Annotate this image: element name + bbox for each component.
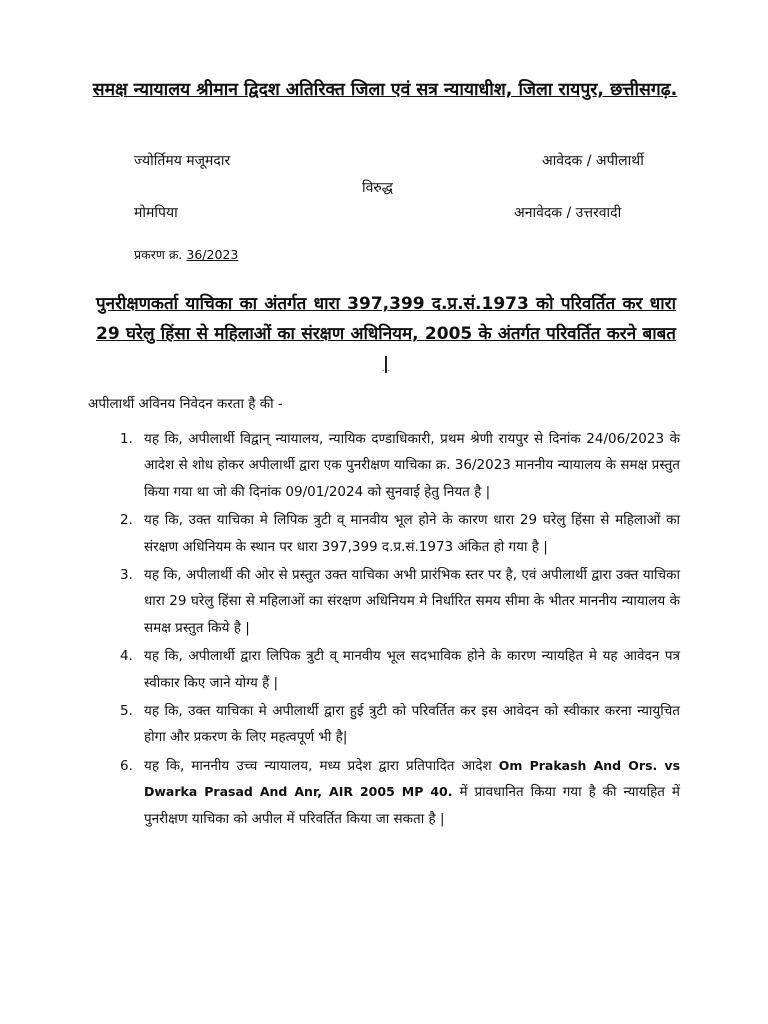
point-text-before: यह कि, माननीय उच्च न्यायालय, मध्य प्रदेश द्वारा प्रतिपादित आदेश — [144, 757, 499, 774]
point-item — [116, 698, 680, 751]
point-item — [116, 753, 680, 832]
case-citation: Om Prakash And Ors. vs Dwarka Prasad And Anr, AIR 2005 MP 40. — [144, 757, 681, 800]
point-number: 5. — [120, 703, 133, 720]
point-text: यह कि, उक्त याचिका मे लिपिक त्रुटी व् मानवीय भूल होने के कारण धारा 29 घरेलु हिंसा से महिलाओं का संरक्षण अधिनियम के स्थान पर धारा 397,399 द.प्र.सं.1973 अंकित हो गया है | — [144, 512, 680, 555]
point-text: यह कि, उक्त याचिका मे अपीलार्थी द्वारा हुई त्रुटी को परिवर्तित कर इस आवेदन को स्वीकार करना न्यायुचित होगा और प्रकरण के लिए महत्वपूर्ण भी है| — [144, 703, 680, 746]
point-text: यह कि, अपीलार्थी द्वारा लिपिक त्रुटी व् मानवीय भूल सदभाविक होने के कारण न्यायहित मे यह आवेदन पत्र स्वीकार किए जाने योग्य हैं | — [144, 648, 680, 691]
appellant-role: आवेदक / अपीलार्थी — [542, 153, 644, 169]
subject-heading: पुनरीक्षणकर्ता याचिका का अंतर्गत धारा 397,399 द.प्र.सं.1973 को परिवर्तित कर धारा 29 घरेलु हिंसा से महिलाओं का संरक्षण अधिनियम, 2005 के अंतर्गत परिवर्तित करने बाबत | — [96, 294, 676, 374]
case-number: 36/2023 — [186, 247, 239, 262]
point-number: 3. — [120, 567, 133, 584]
case-label: प्रकरण क्र. — [134, 247, 183, 262]
respondent-name: मोमपिया — [134, 205, 178, 221]
case-number-line — [134, 246, 238, 264]
point-number: 6. — [120, 757, 133, 774]
point-text: यह कि, अपीलार्थी की ओर से प्रस्तुत उक्त याचिका अभी प्रारंभिक स्तर पर है, एवं अपीलार्थी द्वारा उक्त याचिका धारा 29 घरेलु हिंसा से महिलाओं का संरक्षण अधिनियम मे निर्धारित समय सीमा के भीतर माननीय न्यायालय के समक्ष प्रस्तुत किये है | — [144, 567, 680, 636]
point-number: 2. — [120, 512, 133, 529]
versus-label: विरुद्ध — [362, 180, 393, 196]
point-item — [116, 562, 680, 641]
court-title: समक्ष न्यायालय श्रीमान द्विदश अतिरिक्त जिला एवं सत्र न्यायाधीश, जिला रायपुर, छत्तीसगढ़. — [92, 80, 678, 100]
respondent-role: अनावेदक / उत्तरवादी — [514, 205, 622, 221]
point-item — [116, 426, 680, 505]
point-number: 4. — [120, 648, 133, 665]
points-list — [116, 426, 680, 834]
point-text: यह कि, अपीलार्थी विद्वान् न्यायालय, न्यायिक दण्डाधिकारी, प्रथम श्रेणी रायपुर से दिनांक 24/06/2023 के आदेश से शोध होकर अपीलार्थी द्वारा एक पुनरीक्षण याचिका क्र. 36/2023 माननीय न्यायालय के समक्ष प्रस्तुत किया गया था जो की दिनांक 09/01/2024 को सुनवाई हेतु नियत है | — [144, 431, 680, 500]
point-text-after: में प्रावधानित किया गया है की न्यायहित में पुनरीक्षण याचिका को अपील में परिवर्तित किया जा सकता है | — [144, 784, 680, 827]
intro-text: अपीलार्थी अविनय निवेदन करता है की - — [88, 396, 283, 412]
point-item — [116, 507, 680, 560]
appellant-name: ज्योर्तिमय मजूमदार — [134, 153, 231, 169]
point-item — [116, 643, 680, 696]
point-number: 1. — [120, 431, 133, 447]
